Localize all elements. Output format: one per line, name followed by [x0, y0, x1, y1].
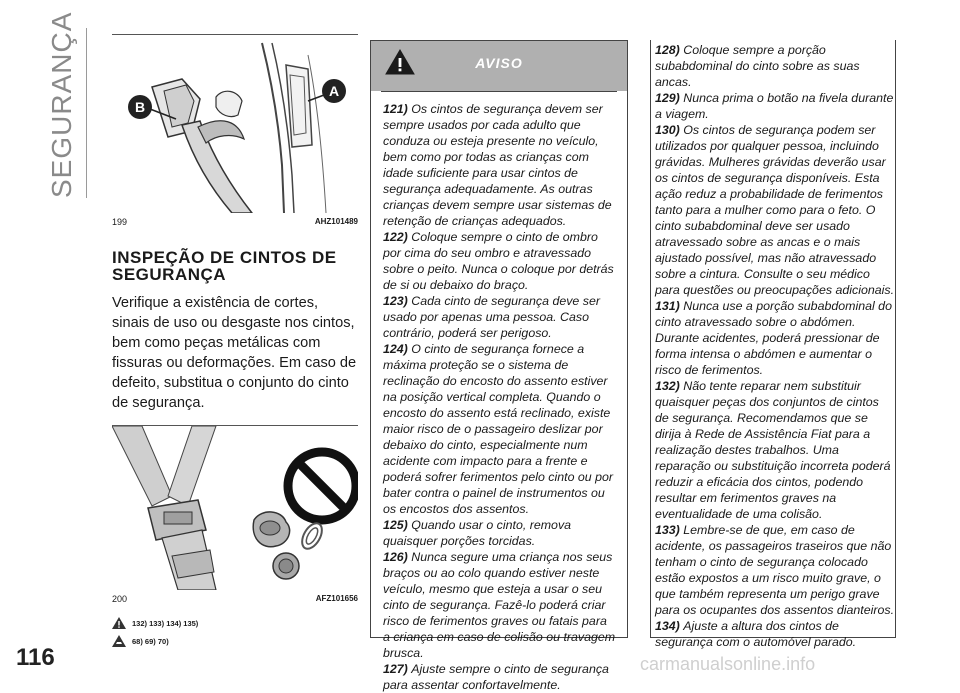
warning-items-column-1: [383, 101, 617, 693]
warning-item-text: Cada cinto de segurança deve ser usado por apenas uma pessoa. Caso contrário, poderá ser perigoso.: [383, 294, 600, 340]
page-number: 116: [16, 644, 55, 671]
warning-item-text: O cinto de segurança fornece a máxima proteção se o sistema de reclinação do encosto do assento estiver na posição vertical completa. Quando o encosto do assento está reclinado, existe maior risco de o passageiro deslizar por debaixo do cinto, especialmente num acidente com impacto para a frente e poderá sofrer ferimentos pelo cinto ou por bater contra o painel de instrumentos ou os encostos dos assentos.: [383, 342, 614, 516]
warning-item: [383, 661, 617, 693]
warning-item-text: Lembre-se de que, em caso de acidente, os passageiros traseiros que não tenham o cinto de segurança colocado estão expostos a um risco muito grave, o que também representa um perigo grave para os ocupantes dos assentos dianteiros.: [655, 523, 895, 617]
warning-item-text: Nunca prima o botão na fivela durante a viagem.: [655, 91, 894, 121]
warning-reference-text: 132) 133) 134) 135): [132, 618, 199, 628]
warning-item-text: Nunca segure uma criança nos seus braços ou ao colo quando estiver neste veículo, mesmo que esteja a usar o seu cinto de segurança. Fazê-lo poderá criar risco de ferimentos graves ou fatais para a criança em caso de colisão ou travagem brusca.: [383, 550, 616, 660]
callout-a: A: [328, 83, 340, 99]
warning-item-text: Ajuste a altura dos cintos de segurança com o automóvel parado.: [655, 619, 857, 649]
warning-item-text: Nunca use a porção subabdominal do cinto atravessado sobre o abdómen. Durante acidentes, poderá pressionar de forma intensa o abdómen e aumentar o risco de ferimentos.: [655, 299, 892, 377]
warning-item-text: Quando usar o cinto, remova quaisquer porções torcidas.: [383, 518, 572, 548]
warning-item: [383, 517, 617, 549]
section-side-title: [46, 11, 78, 198]
warning-item-number: 130): [655, 123, 684, 137]
figure-caption: [112, 590, 358, 604]
warning-item: [383, 341, 617, 517]
warning-box-divider: [381, 91, 617, 92]
warning-item-number: 121): [383, 102, 412, 116]
warning-item-number: 134): [655, 619, 684, 633]
warning-item-number: 123): [383, 294, 412, 308]
belt-inspection-illustration: [112, 426, 358, 590]
warning-item-text: Ajuste sempre o cinto de segurança para assentar confortavelmente.: [383, 662, 609, 692]
warning-box: [370, 40, 628, 692]
warning-item-number: 127): [383, 662, 412, 676]
warning-item: [655, 378, 895, 522]
warning-item: [655, 298, 895, 378]
warning-item-number: 132): [655, 379, 684, 393]
warning-item-number: 128): [655, 43, 684, 57]
figure-number: 199: [112, 217, 128, 227]
warning-items-column-2: [650, 40, 896, 649]
warning-item-number: 124): [383, 342, 412, 356]
figure-199: [112, 34, 358, 227]
belt-height-adjuster-illustration: [112, 35, 358, 213]
warning-references: [112, 614, 358, 632]
caution-references: [112, 632, 358, 650]
warning-item-text: Os cintos de segurança devem ser sempre usados por cada adulto que conduza ou esteja presente no veículo, bem como por todas as crianças com idade suficiente para usar cintos de segurança adequadamente. As outras crianças devem sempre usar sistemas de retenção de crianças adequados.: [383, 102, 612, 228]
side-divider: [86, 28, 87, 198]
caution-car-icon: [112, 635, 126, 647]
section-heading: INSPEÇÃO DE CINTOS DE SEGURANÇA: [112, 248, 337, 284]
warning-item: [655, 90, 895, 122]
warning-box-title: AVISO: [475, 55, 523, 71]
cross-references: [112, 614, 358, 650]
warning-item-text: Os cintos de segurança podem ser utilizados por qualquer pessoa, incluindo grávidas. Mulheres grávidas deverão usar os cintos de segurança disponíveis. Esta ação reduz a probabilidade de ferimentos tanto para a mulher como para o feto. O cinto subabdominal deve ser usado atravessado sobre as ancas e o mais ajustado possível, mas não atravessado sobre a cintura. Consulte o seu médico para questões ou preocupações adicionais.: [655, 123, 895, 297]
figure-number: 200: [112, 594, 128, 604]
warning-item-number: 131): [655, 299, 684, 313]
warning-item-number: 126): [383, 550, 412, 564]
section-body: Verifique a existência de cortes, sinais de uso ou desgaste nos cintos, bem como peças metálicas com fissuras ou deformações. Em caso de defeito, substitua o conjunto do cinto de segurança.: [112, 295, 357, 411]
warning-item: [655, 618, 895, 650]
figure-code: AHZ101489: [314, 217, 358, 226]
warning-item: [655, 122, 895, 298]
warning-item: [655, 42, 895, 90]
warning-item-number: 125): [383, 518, 412, 532]
figure-200: [112, 425, 358, 604]
warning-triangle-icon: [112, 617, 126, 629]
warning-item-number: 129): [655, 91, 684, 105]
figure-code: AFZ101656: [315, 594, 358, 603]
warning-item: [383, 229, 617, 293]
warning-item-text: Coloque sempre o cinto de ombro por cima do seu ombro e atravessado sobre o peito. Nunca o coloque por detrás de si ou debaixo do braço.: [383, 230, 614, 292]
left-column: [112, 34, 358, 650]
warning-item-number: 133): [655, 523, 684, 537]
warning-item-text: Não tente reparar nem substituir quaisquer peças dos conjuntos de cintos de segurança. Recomendamos que se dirija à Rede de Assistência Fiat para a realização destes trabalhos. Uma reparação ou substituição incorreta poderá reduzir a eficácia dos cintos, podendo resultar em ferimentos graves na eventualidade de uma colisão.: [655, 379, 891, 521]
warning-item: [383, 101, 617, 229]
warning-item: [655, 522, 895, 618]
warning-item-text: Coloque sempre a porção subabdominal do cinto sobre as suas ancas.: [655, 43, 860, 89]
callout-b: B: [134, 99, 146, 115]
warning-item: [383, 549, 617, 661]
caution-reference-text: 68) 69) 70): [132, 636, 169, 646]
section-side-title-text: SEGURANÇA: [46, 11, 77, 198]
warning-item: [383, 293, 617, 341]
watermark: carmanualsonline.info: [640, 654, 816, 674]
warning-item-number: 122): [383, 230, 412, 244]
figure-caption: [112, 213, 358, 227]
